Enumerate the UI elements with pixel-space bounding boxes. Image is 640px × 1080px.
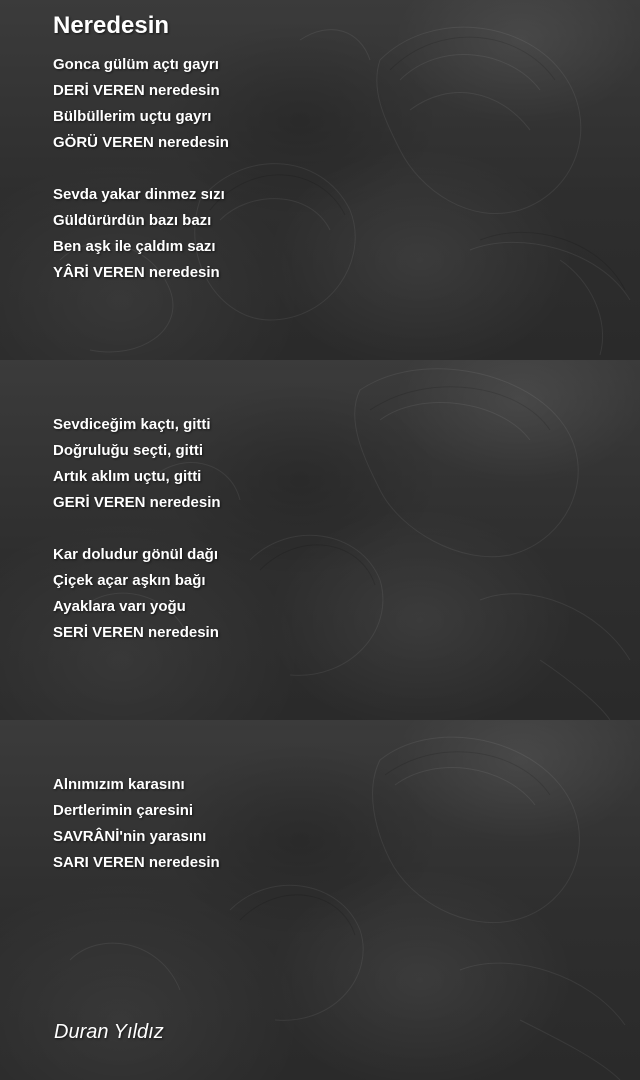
poem-line: YÂRİ VEREN neredesin (53, 264, 220, 281)
poem-line: DERİ VEREN neredesin (53, 82, 220, 99)
poem-line: Güldürürdün bazı bazı (53, 212, 212, 229)
poem-panel-1 (0, 0, 640, 360)
stanza-3 (53, 412, 221, 516)
poem-line: Kar doludur gönül dağı (53, 546, 218, 563)
poem-line: SARI VEREN neredesin (53, 854, 220, 871)
poem-line: Ben aşk ile çaldım sazı (53, 238, 216, 255)
poem-line: Dertlerimin çaresini (53, 802, 194, 819)
poem-line: GERİ VEREN neredesin (53, 494, 221, 511)
poem-line: Artık aklım uçtu, gitti (53, 468, 202, 485)
poem-panel-2 (0, 360, 640, 720)
poem-line: Bülbüllerim uçtu gayrı (53, 108, 212, 125)
stanza-5 (53, 772, 220, 876)
poem-line: Çiçek açar aşkın bağı (53, 572, 206, 589)
stanza-1 (53, 52, 229, 156)
poem-line: Ayaklara varı yoğu (53, 598, 186, 615)
poem-line: Sevda yakar dinmez sızı (53, 186, 225, 203)
poem-line: Doğruluğu seçti, gitti (53, 442, 203, 459)
poem-line: SERİ VEREN neredesin (53, 624, 219, 641)
poem-line: Alnımızım karasını (53, 776, 185, 793)
poem-line: Gonca gülüm açtı gayrı (53, 56, 219, 73)
poem-title: Neredesin (53, 12, 170, 39)
poem-line: SAVRÂNİ'nin yarasını (53, 828, 207, 845)
poem-line: GÖRÜ VEREN neredesin (53, 134, 229, 151)
poem-line: Sevdiceğim kaçtı, gitti (53, 416, 211, 433)
stanza-2 (53, 182, 225, 286)
poem-panel-3 (0, 720, 640, 1080)
poem-author: Duran Yıldız (54, 1021, 164, 1043)
stanza-4 (53, 542, 219, 646)
